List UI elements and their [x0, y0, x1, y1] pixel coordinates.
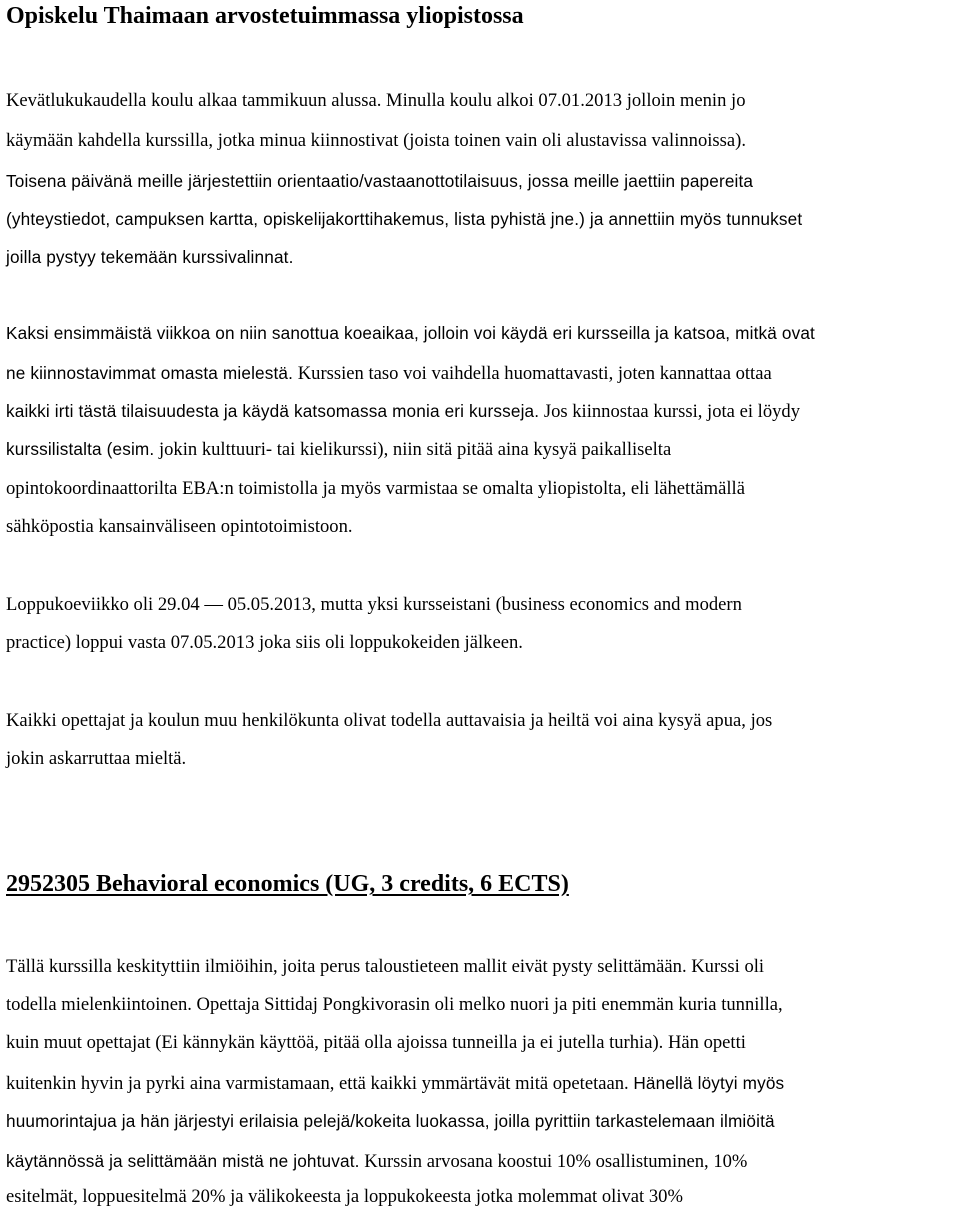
paragraph-5-line-5: huumorintajua ja hän järjestyi erilaisia pelejä/kokeita luokassa, joilla pyrittiin tarkastelemaan ilmiöitä — [6, 1111, 775, 1131]
paragraph-5-line-1: Tällä kurssilla keskityttiin ilmiöihin, joita perus taloustieteen mallit eivät pysty selittämään. Kurssi oli — [6, 956, 765, 977]
paragraph-2-line-3-sans: kaikki irti tästä tilaisuudesta ja käydä katsomassa monia eri kursseja. — [6, 401, 540, 421]
paragraph-2-line-2 — [6, 362, 772, 385]
paragraph-2-line-1: Kaksi ensimmäistä viikkoa on niin sanottua koeaikaa, jolloin voi käydä eri kursseilla ja katsoa, mitkä ovat — [6, 323, 815, 343]
paragraph-5-line-4-sans: Hänellä löytyi myös — [633, 1073, 785, 1093]
paragraph-2-line-4 — [6, 438, 671, 461]
paragraph-3-line-2: practice) loppui vasta 07.05.2013 joka siis oli loppukokeiden jälkeen. — [6, 632, 523, 653]
paragraph-5-line-6 — [6, 1150, 747, 1173]
paragraph-1-line-2: käymään kahdella kurssilla, jotka minua kiinnostivat (joista toinen vain oli alustavissa valinnoissa). — [6, 130, 746, 151]
paragraph-2-line-3 — [6, 400, 800, 423]
paragraph-2-line-6: sähköpostia kansainväliseen opintotoimistoon. — [6, 516, 353, 537]
paragraph-2-line-5: opintokoordinaattorilta EBA:n toimistolla ja myös varmistaa se omalta yliopistolta, eli lähettämällä — [6, 478, 745, 499]
paragraph-2-line-2-serif: Kurssien taso voi vaihdella huomattavasti, joten kannattaa ottaa — [297, 363, 772, 384]
paragraph-2-line-3-serif: Jos kiinnostaa kurssi, jota ei löydy — [543, 401, 801, 422]
paragraph-1-line-4: (yhteystiedot, campuksen kartta, opiskelijakorttihakemus, lista pyhistä jne.) ja annettiin myös tunnukset — [6, 209, 803, 229]
paragraph-1-line-3: Toisena päivänä meille järjestettiin orientaatio/vastaanottotilaisuus, jossa meille jaettiin papereita — [6, 171, 754, 191]
paragraph-2-line-4-sans: kurssilistalta (esim. — [6, 439, 155, 459]
paragraph-1-line-5: joilla pystyy tekemään kurssivalinnat. — [6, 247, 294, 267]
paragraph-5-line-6-serif: Kurssin arvosana koostui 10% osallistuminen, 10% — [364, 1151, 748, 1172]
paragraph-5-line-6-sans: käytännössä ja selittämään mistä ne johtuvat. — [6, 1151, 360, 1171]
course-heading: 2952305 Behavioral economics (UG, 3 credits, 6 ECTS) — [6, 871, 569, 897]
paragraph-2-line-4-serif: jokin kulttuuri- tai kielikurssi), niin sitä pitää aina kysyä paikalliselta — [158, 439, 672, 460]
paragraph-4-line-2: jokin askarruttaa mieltä. — [6, 748, 187, 769]
paragraph-5-line-3: kuin muut opettajat (Ei kännykän käyttöä, pitää olla ajoissa tunneilla ja ei jutella turhia). Hän opetti — [6, 1032, 746, 1053]
paragraph-5-line-7: esitelmät, loppuesitelmä 20% ja välikokeesta ja loppukokeesta jotka molemmat olivat 30% — [6, 1186, 683, 1207]
paragraph-5-line-2: todella mielenkiintoinen. Opettaja Sittidaj Pongkivorasin oli melko nuori ja piti enemmän kuria tunnilla, — [6, 994, 783, 1015]
paragraph-3-line-1: Loppukoeviikko oli 29.04 — 05.05.2013, mutta yksi kursseistani (business economics and modern — [6, 594, 742, 615]
paragraph-5-line-4 — [6, 1072, 784, 1095]
paragraph-1-line-1: Kevätlukukaudella koulu alkaa tammikuun alussa. Minulla koulu alkoi 07.01.2013 jolloin menin jo — [6, 90, 746, 111]
paragraph-5-line-4-serif: kuitenkin hyvin ja pyrki aina varmistamaan, että kaikki ymmärtävät mitä opetetaan. — [6, 1073, 629, 1094]
paragraph-4-line-1: Kaikki opettajat ja koulun muu henkilökunta olivat todella auttavaisia ja heiltä voi aina kysyä apua, jos — [6, 710, 773, 731]
paragraph-2-line-2-sans: ne kiinnostavimmat omasta mielestä. — [6, 363, 294, 383]
page-title: Opiskelu Thaimaan arvostetuimmassa yliopistossa — [6, 3, 524, 29]
